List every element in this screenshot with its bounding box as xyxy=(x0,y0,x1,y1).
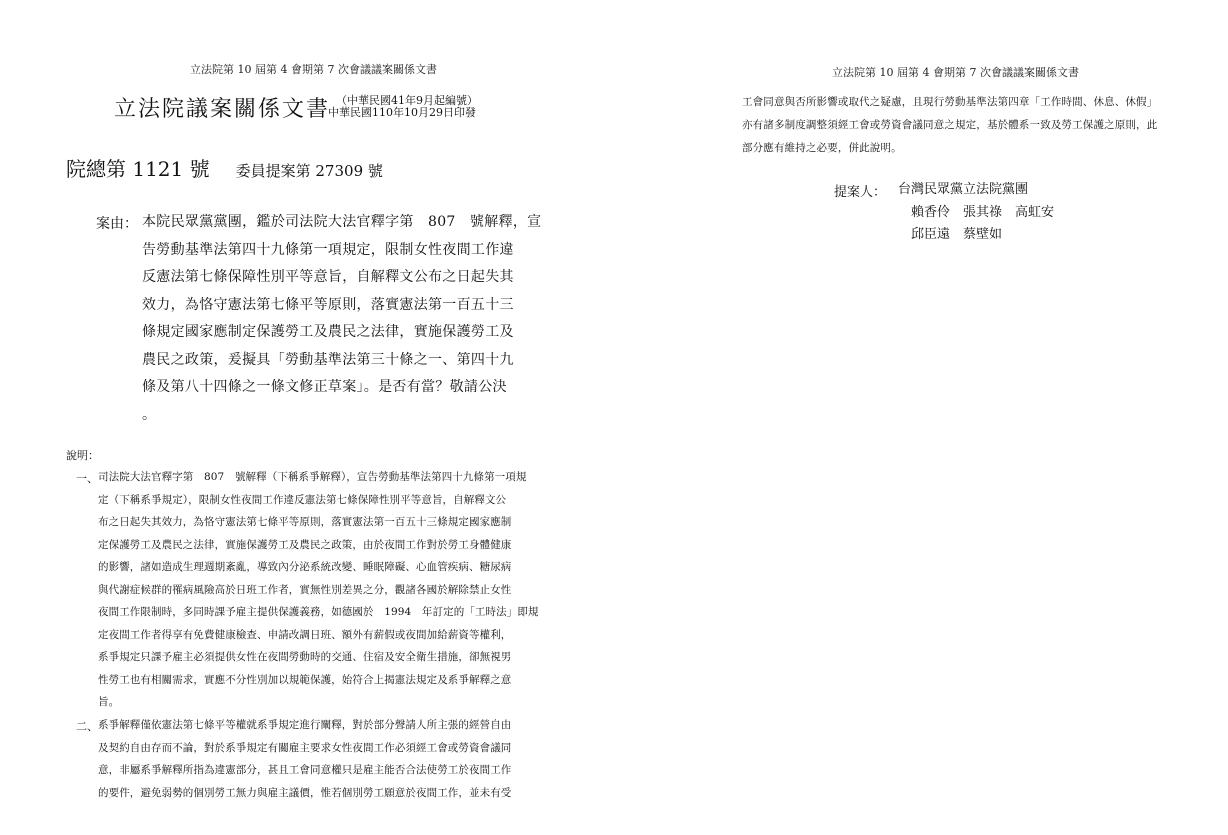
bill-number: 院總第 1121 號 xyxy=(66,157,210,181)
case-line: 效力，為恪守憲法第七條平等原則，落實憲法第一百五十三 xyxy=(142,296,514,313)
bill-number-line xyxy=(66,153,383,182)
case-line: 農民之政策，爰擬具「勞動基準法第三十條之一、第四十九 xyxy=(142,351,514,368)
item-line: 及契約自由存而不論，對於系爭規定有關雇主要求女性夜間工作必須經工會或勞資會議同 xyxy=(98,741,512,754)
item-line: 夜間工作限制時，多同時課予雇主提供保護義務，如德國於 1994 年訂定的「工時法」即規 xyxy=(98,606,539,618)
item-line: 的影響，諸如造成生理週期紊亂，導致內分泌系統改變、睡眠障礙、心血管疾病、糖尿病 xyxy=(98,561,512,573)
case-line: 本院民眾黨黨團，鑑於司法院大法官釋字第 807 號解釋，宣 xyxy=(142,214,542,230)
case-line: 。 xyxy=(142,406,157,423)
item-line: 性勞工也有相關需求，實應不分性別加以規範保護，始符合上揭憲法規定及系爭解釋之意 xyxy=(98,673,512,686)
case-line: 反憲法第七條保障性別平等意旨，自解釋文公布之日起失其 xyxy=(142,269,514,285)
item-line: 系爭規定只課予雇主必須提供女性在夜間勞動時的交通、住宿及安全衛生措施，卻無視男 xyxy=(98,651,512,663)
item-line: 定（下稱系爭規定），限制女性夜間工作違反憲法第七條保障性別平等意旨，自解釋文公 xyxy=(98,493,507,506)
item-line: 的要件，避免弱勢的個別勞工無力與雇主議價，惟若個別勞工願意於夜間工作，並未有受 xyxy=(98,786,512,799)
item-line: 意，非屬系爭解釋所指為違憲部分，甚且工會同意權只是雇主能否合法使勞工於夜間工作 xyxy=(98,764,512,776)
item-number: 一、 xyxy=(76,472,98,485)
item-number: 二、 xyxy=(76,720,98,733)
item-text xyxy=(98,470,539,718)
page-header: 立法院第 10 屆第 4 會期第 7 次會議議案關係文書 xyxy=(832,66,1079,79)
case-line: 告勞動基準法第四十九條第一項規定，限制女性夜間工作違 xyxy=(142,241,514,258)
item-line: 布之日起失其效力，為恪守憲法第七條平等原則，落實憲法第一百五十三條規定國家應制 xyxy=(98,516,512,528)
paragraph-line: 亦有諸多制度調整須經工會或勞資會議同意之規定，基於體系一致及勞工保護之原則，此 xyxy=(742,119,1158,131)
item-line: 定保護勞工及農民之法律，實施保護勞工及農民之政策，由於夜間工作對於勞工身體健康 xyxy=(98,538,512,551)
paragraph-line: 工會同意與否所影響或取代之疑慮，且現行勞動基準法第四章「工作時間、休息、休假」 xyxy=(742,96,1158,108)
case-label: 案由： xyxy=(96,216,138,232)
item-line: 旨。 xyxy=(98,696,120,708)
item-line: 與代謝症候群的罹病風險高於日班工作者，實無性別差異之分，觀諸各國於解除禁止女性 xyxy=(98,583,512,596)
case-line: 條及第八十四條之一條文修正草案」。是否有當？敬請公決 xyxy=(142,379,507,395)
paragraph-line: 部分應有維持之必要，併此說明。 xyxy=(742,142,902,154)
proposer-list xyxy=(898,181,1054,249)
numbering-note: （中華民國41年9月起編號） xyxy=(336,94,478,107)
case-line: 條規定國家應制定保護勞工及農民之法律，實施保護勞工及 xyxy=(142,324,514,340)
title-note xyxy=(328,95,478,119)
case-body xyxy=(142,213,562,433)
document-title: 立法院議案關係文書 xyxy=(114,97,331,122)
proposer-line: 邱臣遠 蔡壁如 xyxy=(898,227,1003,242)
proposer-label: 提案人： xyxy=(834,185,887,200)
proposer-line: 台灣民眾黨立法院黨團 xyxy=(898,182,1029,197)
continued-paragraph xyxy=(742,95,1202,164)
item-text xyxy=(98,718,511,808)
item-line: 司法院大法官釋字第 807 號解釋（下稱系爭解釋），宣告勞動基準法第四十九條第一項規 xyxy=(98,471,527,483)
proposer-line: 賴香伶 張其祿 高虹安 xyxy=(898,204,1055,220)
explanation-label: 說明： xyxy=(66,449,99,462)
print-date: 中華民國110年10月29日印發 xyxy=(328,106,476,119)
right-page xyxy=(614,0,1228,835)
page-header: 立法院第 10 屆第 4 會期第 7 次會議議案關係文書 xyxy=(190,63,437,76)
item-line: 定夜間工作者得享有免費健康檢查、申請改調日班、額外有薪假或夜間加給薪資等權利， xyxy=(98,628,512,641)
member-proposal-number: 委員提案第 27309 號 xyxy=(235,162,383,180)
item-line: 系爭解釋僅依憲法第七條平等權就系爭規定進行闡釋，對於部分聲請人所主張的經營自由 xyxy=(98,719,512,731)
